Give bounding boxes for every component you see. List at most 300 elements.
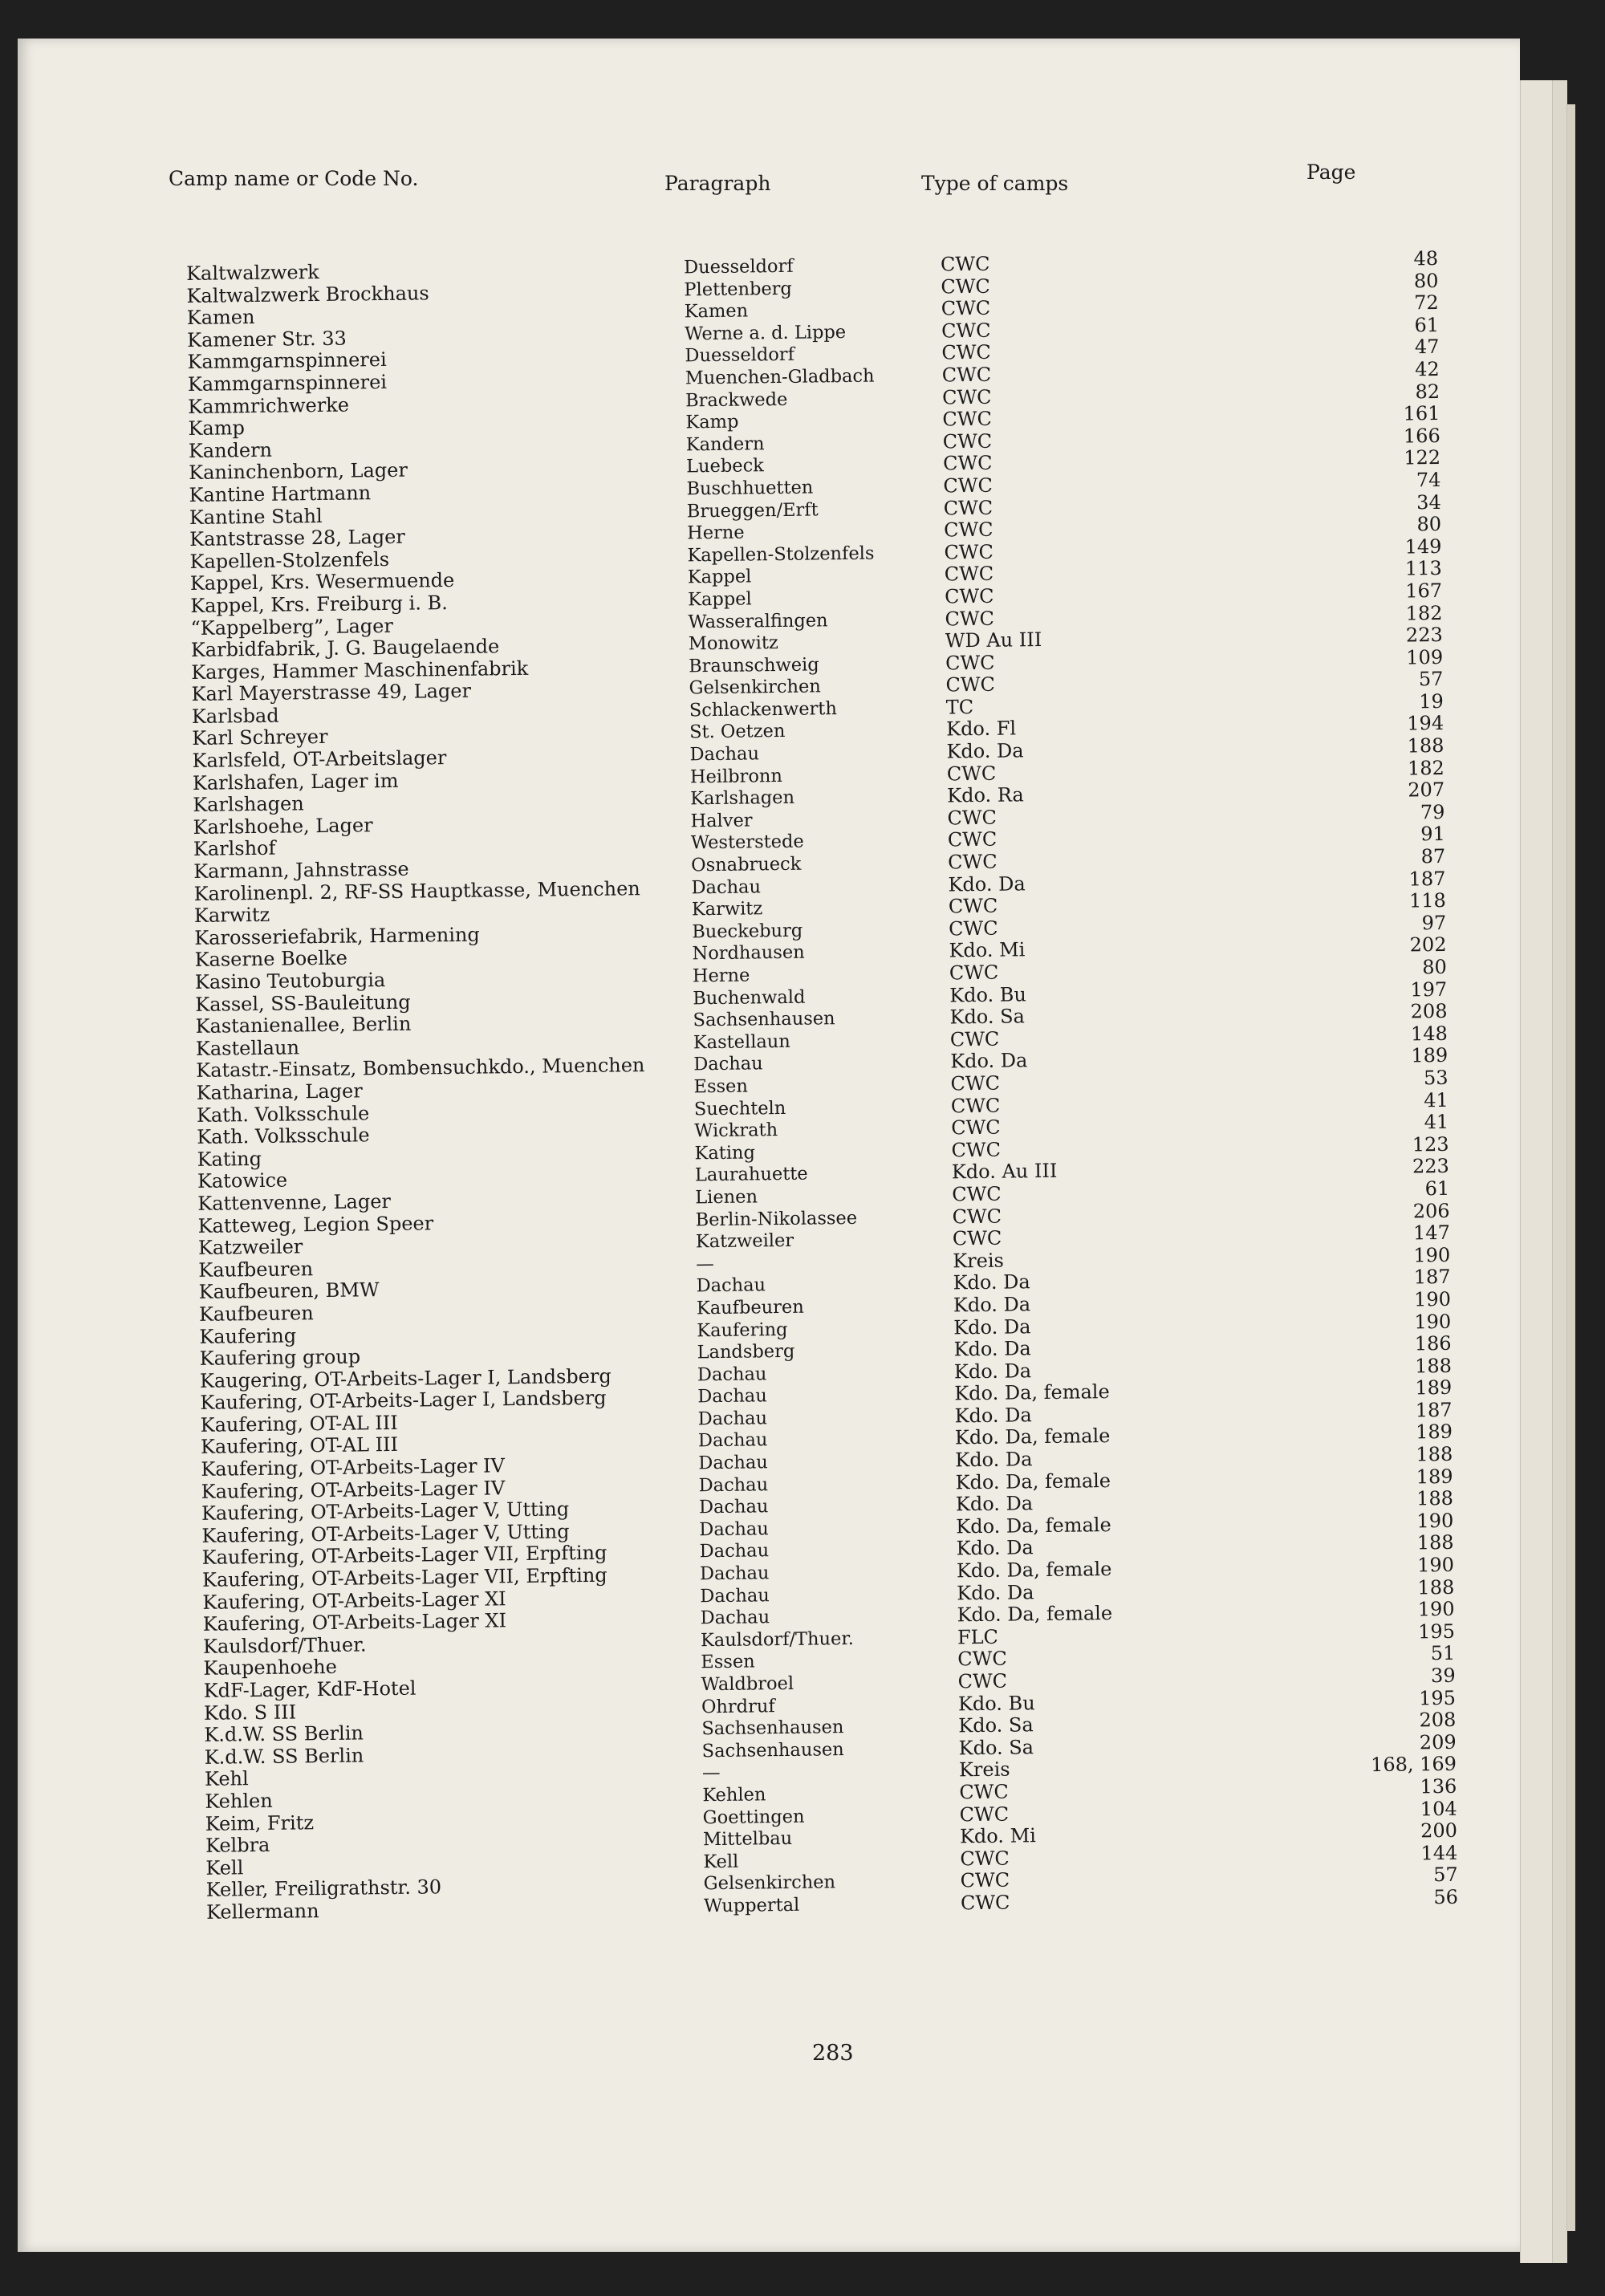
page-cell: 136 <box>1420 1774 1457 1798</box>
paragraph-cell: Westerstede <box>690 831 804 854</box>
paragraph-cell: Monowitz <box>688 632 778 655</box>
paragraph-cell: Brackwede <box>685 388 788 411</box>
page-cell: 189 <box>1415 1376 1453 1400</box>
camp-name-cell: Kaufering, OT-Arbeits-Lager VII, Erpfting <box>201 1542 607 1570</box>
page-cell: 200 <box>1420 1819 1458 1843</box>
camp-name-cell: Keller, Freiligrathstr. 30 <box>205 1875 442 1902</box>
page-cell: 190 <box>1416 1509 1454 1533</box>
index-table <box>186 248 1458 1924</box>
page-cell: 208 <box>1410 1000 1448 1023</box>
page-cell: 57 <box>1432 1863 1458 1887</box>
page-cell: 182 <box>1405 601 1443 624</box>
camp-name-cell: Kaufbeuren <box>198 1302 314 1326</box>
type-cell: CWC <box>942 429 993 453</box>
camp-name-cell: Kaupenhoehe <box>203 1656 338 1680</box>
camp-name-cell: Kaninchenborn, Lager <box>189 458 408 485</box>
paragraph-cell: St. Oetzen <box>689 721 786 743</box>
paragraph-cell: Brueggen/Erft <box>686 498 819 522</box>
type-cell: Kdo. Au III <box>951 1160 1058 1184</box>
type-cell: CWC <box>942 452 993 475</box>
camp-name-cell: Kamp <box>188 417 246 441</box>
type-cell: Kdo. Da <box>953 1359 1032 1384</box>
type-cell: Kdo. Da <box>946 739 1024 763</box>
camp-name-cell: Kaufering, OT-AL III <box>200 1411 398 1437</box>
camp-name-cell: Katharina, Lager <box>196 1079 363 1104</box>
paragraph-cell: Ohrdruf <box>701 1695 775 1717</box>
page-cell: 149 <box>1404 534 1442 559</box>
camp-name-cell: K.d.W. SS Berlin <box>204 1744 364 1769</box>
page-cell: 207 <box>1408 778 1445 802</box>
camp-name-cell: Kaufering, OT-Arbeits-Lager V, Utting <box>201 1520 570 1547</box>
type-cell: CWC <box>941 274 990 299</box>
page-cell: 72 <box>1414 291 1439 315</box>
camp-name-cell: Kastellaun <box>195 1036 300 1060</box>
type-cell: Kdo. Fl <box>946 717 1017 741</box>
paragraph-cell: Karwitz <box>691 898 763 920</box>
page-cell: 189 <box>1411 1044 1449 1067</box>
type-cell: Kdo. Bu <box>957 1691 1035 1715</box>
paragraph-cell: Kehlen <box>702 1784 766 1806</box>
paragraph-cell: Dachau <box>696 1274 766 1297</box>
page-cell: 39 <box>1430 1664 1456 1688</box>
type-cell: CWC <box>950 1094 1001 1117</box>
paragraph-cell: Nordhausen <box>692 942 805 965</box>
type-cell: CWC <box>945 607 995 630</box>
page-cell: 51 <box>1430 1642 1456 1665</box>
page-cell: 80 <box>1413 269 1439 292</box>
camp-name-cell: Kappel, Krs. Wesermuende <box>189 569 455 595</box>
type-cell: CWC <box>952 1226 1002 1250</box>
camp-name-cell: Karolinenpl. 2, RF-SS Hauptkasse, Muenchen <box>193 876 640 905</box>
camp-name-cell: Keim, Fritz <box>205 1810 315 1835</box>
paragraph-cell: Braunschweig <box>689 654 819 677</box>
paragraph-cell: Essen <box>693 1075 749 1098</box>
type-cell: CWC <box>944 563 994 586</box>
page-cell: 190 <box>1413 1243 1451 1267</box>
type-cell: CWC <box>943 496 993 520</box>
type-cell: CWC <box>959 1802 1010 1826</box>
type-cell: CWC <box>941 319 991 343</box>
paragraph-cell: — <box>696 1253 714 1275</box>
page-cell: 223 <box>1405 624 1443 647</box>
paragraph-cell: Katzweiler <box>695 1229 794 1253</box>
paragraph-cell: Suechteln <box>693 1097 786 1120</box>
paragraph-cell: Lienen <box>695 1186 758 1209</box>
page-cell: 74 <box>1416 468 1441 492</box>
camp-name-cell: Kattenvenne, Lager <box>197 1189 392 1215</box>
camp-name-cell: Kamener Str. 33 <box>187 327 347 352</box>
paragraph-cell: Dachau <box>698 1452 768 1474</box>
paragraph-cell: Essen <box>701 1651 755 1673</box>
camp-name-cell: Karl Schreyer <box>192 725 328 750</box>
type-cell: FLC <box>957 1625 999 1649</box>
page-cell: 41 <box>1424 1111 1449 1134</box>
page-cell: 195 <box>1417 1619 1456 1644</box>
paragraph-cell: Kapellen-Stolzenfels <box>687 543 875 567</box>
camp-name-cell: Kastanienallee, Berlin <box>195 1012 412 1038</box>
page-cell: 56 <box>1433 1885 1459 1909</box>
camp-name-cell: Kehl <box>204 1767 249 1791</box>
type-cell: CWC <box>946 762 997 786</box>
paragraph-cell: Dachau <box>699 1540 770 1562</box>
camp-name-cell: Kelbra <box>205 1834 270 1858</box>
paragraph-cell: Karlshagen <box>690 787 795 810</box>
page-cell: 41 <box>1424 1088 1449 1111</box>
camp-name-cell: Kammrichwerke <box>188 393 350 418</box>
paragraph-cell: Dachau <box>700 1584 770 1607</box>
paragraph-cell: Kaulsdorf/Thuer. <box>700 1628 854 1652</box>
camp-name-cell: Kaufering, OT-Arbeits-Lager IV <box>201 1476 506 1503</box>
paragraph-cell: Waldbroel <box>701 1672 794 1696</box>
type-cell: Kdo. Da <box>955 1492 1034 1516</box>
page-cell: 97 <box>1421 911 1447 935</box>
page-cell: 188 <box>1414 1354 1453 1378</box>
camp-name-cell: Katzweiler <box>197 1235 303 1260</box>
page-cell: 79 <box>1420 800 1445 824</box>
type-cell: CWC <box>941 341 992 364</box>
paragraph-cell: Goettingen <box>702 1806 805 1828</box>
page-cell: 148 <box>1410 1022 1449 1046</box>
type-cell: CWC <box>948 894 998 918</box>
page-cell: 147 <box>1412 1221 1451 1245</box>
type-cell: Kdo. Da <box>953 1337 1031 1361</box>
type-cell: TC <box>945 695 974 719</box>
camp-name-cell: Kaufering, OT-Arbeits-Lager IV <box>201 1454 506 1481</box>
camp-name-cell: Kath. Volksschule <box>196 1101 370 1127</box>
type-cell: CWC <box>957 1648 1007 1671</box>
camp-name-cell: Kating <box>197 1147 262 1171</box>
camp-name-cell: Karl Mayerstrasse 49, Lager <box>191 679 472 706</box>
page-cell: 57 <box>1418 668 1444 691</box>
page-cell: 61 <box>1424 1176 1450 1201</box>
page-cell: 187 <box>1415 1398 1453 1422</box>
paragraph-cell: Dachau <box>693 1053 763 1075</box>
page-cell: 187 <box>1413 1266 1451 1289</box>
paragraph-cell: Dachau <box>689 743 760 766</box>
page-cell: 206 <box>1412 1199 1450 1222</box>
type-cell: CWC <box>947 806 998 830</box>
paragraph-cell: — <box>701 1762 721 1784</box>
page-cell: 182 <box>1407 756 1444 780</box>
page-cell: 118 <box>1408 889 1446 912</box>
camp-name-cell: Karwitz <box>193 904 270 928</box>
page-cell: 188 <box>1416 1442 1453 1466</box>
camp-name-cell: Kaufering, OT-Arbeits-Lager I, Landsberg <box>200 1386 607 1415</box>
camp-name-cell: Kaufering <box>199 1323 297 1348</box>
paragraph-cell: Kamen <box>684 300 749 323</box>
paragraph-cell: Kandern <box>685 433 765 456</box>
camp-name-cell: Karlsbad <box>191 704 279 728</box>
camp-name-cell: Kaugering, OT-Arbeits-Lager I, Landsberg <box>199 1364 612 1392</box>
type-cell: CWC <box>942 407 993 431</box>
paragraph-cell: Duesseldorf <box>685 344 795 367</box>
type-cell: CWC <box>949 961 999 985</box>
camp-name-cell: Kantstrasse 28, Lager <box>189 525 405 551</box>
page-cell: 190 <box>1416 1553 1455 1577</box>
page-cell: 87 <box>1420 844 1446 868</box>
paragraph-cell: Kappel <box>688 588 752 611</box>
camp-name-cell: Katteweg, Legion Speer <box>197 1211 434 1237</box>
camp-name-cell: Kantine Stahl <box>189 504 323 529</box>
camp-name-cell: Kaltwalzwerk Brockhaus <box>186 281 429 307</box>
type-cell: CWC <box>948 850 998 874</box>
camp-name-cell: Kammgarnspinnerei <box>187 370 388 396</box>
page-cell: 189 <box>1416 1465 1453 1489</box>
camp-name-cell: Kellermann <box>205 1900 319 1924</box>
camp-name-cell: Karges, Hammer Maschinenfabrik <box>191 656 529 684</box>
camp-name-cell: K.d.W. SS Berlin <box>204 1721 364 1747</box>
type-cell: Kdo. Da, female <box>956 1558 1112 1583</box>
camp-name-cell: Karlshoehe, Lager <box>193 814 373 839</box>
page-cell: 223 <box>1412 1155 1450 1178</box>
column-header-page: Page <box>1306 161 1356 184</box>
paragraph-cell: Heilbronn <box>689 765 783 788</box>
paragraph-cell: Kaufering <box>697 1319 788 1341</box>
type-cell: CWC <box>941 363 992 387</box>
paragraph-cell: Plettenberg <box>684 278 793 301</box>
page-cell: 202 <box>1409 933 1447 957</box>
page-cell: 188 <box>1416 1531 1454 1554</box>
paragraph-cell: Wuppertal <box>703 1894 800 1917</box>
type-cell: CWC <box>945 673 996 697</box>
type-cell: CWC <box>951 1115 1001 1140</box>
page-cell: 190 <box>1414 1310 1452 1333</box>
camp-name-cell: Kassel, SS-Bauleitung <box>195 990 411 1016</box>
page-cell: 187 <box>1408 867 1446 891</box>
type-cell: CWC <box>943 518 993 542</box>
type-cell: Kdo. Da <box>948 872 1026 896</box>
camp-name-cell: Karbidfabrik, J. G. Baugelaende <box>190 635 500 662</box>
type-cell: CWC <box>950 1071 1001 1095</box>
page-cell: 122 <box>1404 446 1441 469</box>
page-cell: 42 <box>1415 357 1440 381</box>
type-cell: CWC <box>944 540 994 564</box>
type-cell: Kdo. Sa <box>949 1005 1026 1029</box>
type-cell: CWC <box>951 1138 1002 1162</box>
paragraph-cell: Sachsenhausen <box>701 1717 844 1740</box>
type-cell: CWC <box>940 252 990 276</box>
page-cell: 189 <box>1415 1420 1453 1444</box>
page-cell: 167 <box>1405 579 1443 603</box>
document-page <box>18 39 1520 2252</box>
paragraph-cell: Mittelbau <box>702 1828 793 1851</box>
camp-name-cell: Kammgarnspinnerei <box>187 348 387 374</box>
type-cell: Kdo. Bu <box>949 982 1027 1007</box>
type-cell: WD Au III <box>945 628 1042 652</box>
type-cell: CWC <box>949 1027 1000 1051</box>
paragraph-cell: Werne a. d. Lippe <box>684 321 847 345</box>
type-cell: Kdo. Da, female <box>957 1602 1113 1627</box>
camp-name-cell: Kandern <box>188 438 273 462</box>
paragraph-cell: Dachau <box>698 1496 769 1518</box>
camp-name-cell: Katowice <box>197 1168 288 1193</box>
page-cell: 80 <box>1422 955 1448 979</box>
paragraph-cell: Duesseldorf <box>683 255 794 278</box>
paragraph-cell: Wickrath <box>694 1120 778 1142</box>
camp-name-cell: Kasino Teutoburgia <box>194 969 386 994</box>
paragraph-cell: Buschhuetten <box>686 477 814 500</box>
type-cell: Kdo. Mi <box>959 1824 1037 1848</box>
page-cell: 190 <box>1413 1287 1452 1311</box>
paragraph-cell: Landsberg <box>697 1340 795 1363</box>
page-cell: 61 <box>1414 313 1440 337</box>
paragraph-cell: Halver <box>690 810 753 832</box>
page-cell: 82 <box>1415 380 1440 403</box>
type-cell: Kdo. Da <box>950 1049 1028 1073</box>
camp-name-cell: KdF-Lager, KdF-Hotel <box>203 1676 416 1702</box>
type-cell: Kdo. Da <box>956 1536 1034 1560</box>
page-cell: 190 <box>1417 1598 1455 1621</box>
type-cell: CWC <box>959 1780 1009 1804</box>
page-cell: 104 <box>1420 1797 1457 1820</box>
camp-name-cell: Kantine Hartmann <box>189 482 372 506</box>
type-cell: Kdo. Da <box>955 1448 1033 1472</box>
type-cell: CWC <box>947 828 998 851</box>
paragraph-cell: Kaufbeuren <box>696 1296 804 1319</box>
camp-name-cell: Kaufering, OT-AL III <box>200 1433 399 1459</box>
camp-name-cell: Kaulsdorf/Thuer. <box>202 1633 367 1658</box>
page-cell: 188 <box>1416 1487 1454 1510</box>
type-cell: Kdo. Da <box>953 1293 1031 1317</box>
paragraph-cell: Luebeck <box>685 455 765 477</box>
camp-name-cell: Kaufbeuren, BMW <box>198 1278 380 1304</box>
page-cell: 208 <box>1419 1708 1457 1732</box>
page-cell: 47 <box>1414 335 1440 359</box>
camp-name-cell: Kath. Volksschule <box>197 1124 370 1149</box>
type-cell: Kdo. Da, female <box>955 1469 1111 1494</box>
camp-name-cell: Karlshagen <box>193 792 304 817</box>
type-cell: Kreis <box>953 1249 1005 1273</box>
page-cell: 113 <box>1404 557 1442 580</box>
paragraph-cell: Laurahuette <box>694 1163 808 1186</box>
paragraph-cell: Kating <box>694 1142 756 1164</box>
paragraph-cell: Muenchen-Gladbach <box>685 365 875 389</box>
paragraph-cell: Kappel <box>687 566 752 588</box>
camp-name-cell: Kamen <box>186 306 255 330</box>
type-cell: CWC <box>957 1669 1008 1693</box>
camp-name-cell: Kaserne Boelke <box>194 947 348 972</box>
page-cell: 197 <box>1410 977 1448 1002</box>
paragraph-cell: Kastellaun <box>693 1030 790 1054</box>
page-cell: 123 <box>1412 1132 1449 1156</box>
camp-name-cell: Kehlen <box>205 1789 273 1813</box>
column-header-type: Type of camps <box>921 172 1069 195</box>
paragraph-cell: Berlin-Nikolassee <box>695 1207 858 1230</box>
paragraph-cell: Osnabrueck <box>691 853 802 876</box>
page-edge <box>1552 80 1567 2263</box>
page-cell: 194 <box>1407 712 1444 735</box>
page-cell: 195 <box>1418 1686 1457 1709</box>
page-cell: 48 <box>1413 246 1439 270</box>
type-cell: Kdo. Mi <box>949 938 1026 962</box>
camp-name-cell: Kaufering group <box>199 1345 361 1370</box>
page-number: 283 <box>812 2041 854 2066</box>
paragraph-cell: Herne <box>686 522 745 544</box>
paragraph-cell: Dachau <box>691 876 762 898</box>
camp-name-cell: Kapellen-Stolzenfels <box>189 547 390 573</box>
camp-name-cell: Karlsfeld, OT-Arbeitslager <box>192 746 447 773</box>
camp-name-cell: Karlshafen, Lager im <box>192 769 399 794</box>
camp-name-cell: Kaufering, OT-Arbeits-Lager VII, Erpfting <box>201 1563 607 1591</box>
camp-name-cell: Kaufering, OT-Arbeits-Lager XI <box>202 1609 507 1636</box>
paragraph-cell: Kamp <box>685 411 739 433</box>
page-cell: 209 <box>1419 1730 1457 1754</box>
type-cell: Kdo. Da <box>954 1404 1032 1428</box>
camp-name-cell: Karmann, Jahnstrasse <box>193 857 409 883</box>
page-cell: 109 <box>1406 645 1444 669</box>
page-edge <box>1566 104 1575 2231</box>
camp-name-cell: Kaltwalzwerk <box>186 260 319 285</box>
page-cell: 161 <box>1403 402 1440 425</box>
type-cell: CWC <box>949 916 998 941</box>
type-cell: CWC <box>960 1891 1010 1915</box>
paragraph-cell: Sachsenhausen <box>701 1738 844 1762</box>
paragraph-cell: Dachau <box>699 1562 770 1585</box>
paragraph-cell: Kell <box>703 1851 739 1873</box>
type-cell: CWC <box>945 651 995 675</box>
page-cell: 91 <box>1420 823 1445 846</box>
paragraph-cell: Dachau <box>698 1473 769 1496</box>
type-cell: CWC <box>941 385 992 409</box>
paragraph-cell: Buchenwald <box>693 986 806 1009</box>
paragraph-cell: Sachsenhausen <box>693 1008 835 1031</box>
page-cell: 34 <box>1416 490 1441 514</box>
page-cell: 186 <box>1414 1331 1452 1355</box>
paragraph-cell: Dachau <box>697 1385 767 1408</box>
type-cell: CWC <box>941 296 991 320</box>
paragraph-cell: Dachau <box>700 1607 770 1629</box>
paragraph-cell: Bueckeburg <box>692 920 803 943</box>
paragraph-cell: Gelsenkirchen <box>689 676 821 699</box>
type-cell: CWC <box>943 473 993 498</box>
type-cell: CWC <box>952 1205 1002 1228</box>
camp-name-cell: Kell <box>205 1856 244 1879</box>
page-cell: 168, 169 <box>1370 1753 1457 1777</box>
type-cell: Kdo. Da <box>953 1270 1030 1294</box>
page-cell: 53 <box>1423 1066 1449 1090</box>
type-cell: CWC <box>944 584 994 608</box>
paragraph-cell: Gelsenkirchen <box>703 1871 836 1895</box>
type-cell: Kdo. Da <box>957 1580 1034 1605</box>
page-cell: 144 <box>1420 1841 1458 1865</box>
camp-name-cell: Kaufering, OT-Arbeits-Lager XI <box>202 1587 506 1614</box>
camp-name-cell: Kdo. S III <box>203 1701 297 1725</box>
page-edge <box>1520 80 1553 2263</box>
page-cell: 19 <box>1419 689 1444 713</box>
type-cell: Kdo. Sa <box>958 1736 1034 1760</box>
page-cell: 166 <box>1403 424 1440 448</box>
column-header-camp-name: Camp name or Code No. <box>169 167 419 190</box>
type-cell: Kdo. Da, female <box>956 1513 1111 1538</box>
camp-name-cell: Katastr.-Einsatz, Bombensuchkdo., Muenchen <box>196 1054 645 1083</box>
camp-name-cell: Karlshof <box>193 837 276 861</box>
type-cell: CWC <box>960 1868 1010 1892</box>
paragraph-cell: Dachau <box>697 1408 768 1430</box>
camp-name-cell: Kappel, Krs. Freiburg i. B. <box>190 591 448 617</box>
type-cell: Kreis <box>958 1758 1010 1782</box>
camp-name-cell: Karosseriefabrik, Harmening <box>194 923 480 949</box>
paragraph-cell: Wasseralfingen <box>688 609 828 632</box>
type-cell: CWC <box>960 1847 1010 1871</box>
type-cell: Kdo. Da, female <box>954 1380 1110 1405</box>
paragraph-cell: Dachau <box>697 1429 768 1452</box>
camp-name-cell: Kaufering, OT-Arbeits-Lager V, Utting <box>201 1497 570 1526</box>
type-cell: Kdo. Ra <box>947 783 1024 807</box>
camp-name-cell: “Kappelberg”, Lager <box>190 614 394 640</box>
page-cell: 80 <box>1416 513 1442 536</box>
page-cell: 188 <box>1417 1575 1455 1599</box>
column-header-paragraph: Paragraph <box>664 172 771 195</box>
